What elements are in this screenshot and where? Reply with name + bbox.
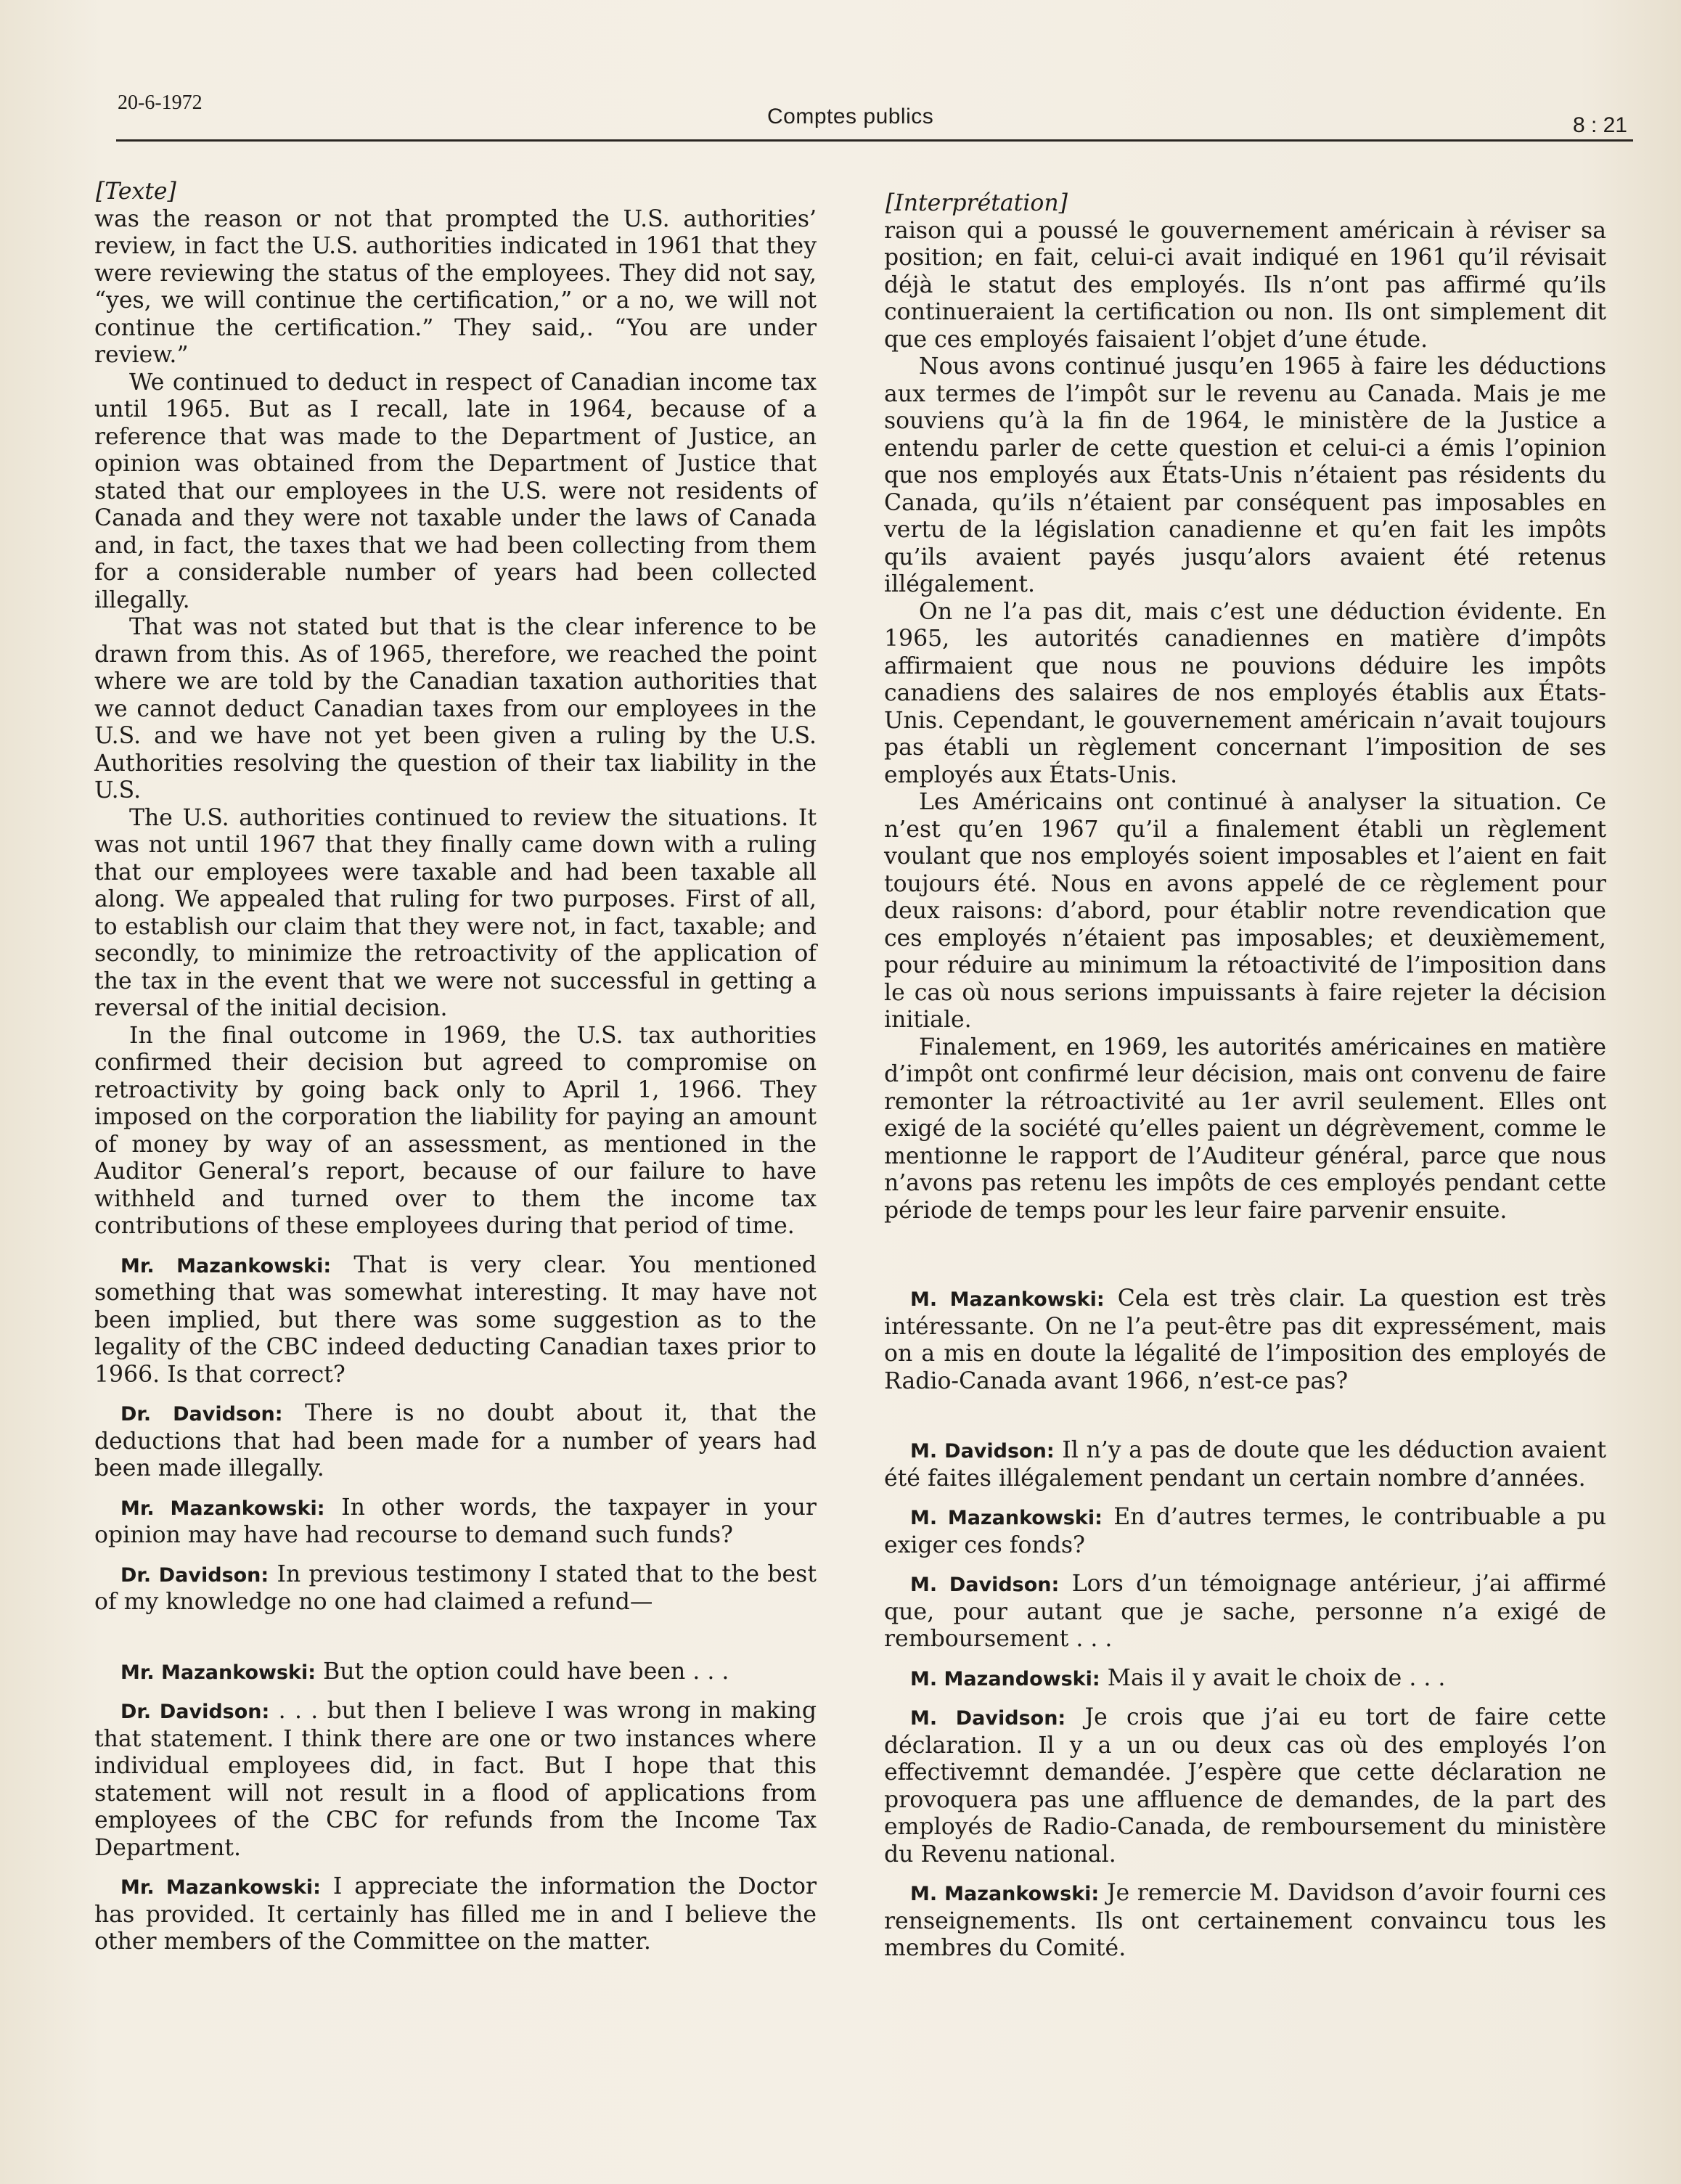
paragraph: In the final outcome in 1969, the U.S. tax authorities confirmed their decision but agreed to compromise on retroactivity by going back only to April 1, 1966. They imposed on the corporation the liability for paying an amount of money by way of an assessment, as mentioned in the Auditor General’s report, because of our failure to have withheld and turned over to them the income tax contributions of these employees during that period of time. [94,1022,817,1239]
exchange [94,1698,817,1862]
exchange [884,1285,1606,1395]
speaker-name: M. Mazankowski: [910,1883,1100,1905]
paragraph: Nous avons continué jusqu’en 1965 à faire les déductions aux termes de l’impôt sur le revenu au Canada. Mais je me souviens qu’à la fin de 1964, le ministère de la Justice a entendu parler de cette question et celui-ci a émis l’opinion que nos employés aux États-Unis n’étaient pas résidents du Canada, qu’ils n’étaient par conséquent pas imposables en vertu de la législation canadienne et qu’en fait les impôts qu’ils avaient payés jusqu’alors avaient été retenus illégalement. [884,353,1606,597]
speech-text: In previous testimony I stated that to the best of my knowledge no one had claimed a refund— [94,1561,817,1615]
exchange [884,1571,1606,1653]
paragraph: raison qui a poussé le gouvernement américain à réviser sa position; en fait, celui-ci avait indiqué en 1961 qu’il révisait déjà le statut des employés. Ils n’ont pas affirmé qu’ils continueraient la certification ou non. Ils ont simplement dit que ces employés faisaient l’objet d’une étude. [884,217,1606,353]
speaker-name: M. Davidson: [910,1707,1066,1730]
speaker-name: Mr. Mazankowski: [120,1254,332,1277]
header-rule [116,139,1633,142]
speech-text: En d’autres termes, le contribuable a pu exiger ces fonds? [884,1504,1607,1558]
exchange [884,1437,1606,1492]
column-tag-interpretation: [Interprétation] [886,190,1068,216]
speaker-name: Mr. Mazankowski: [120,1876,321,1899]
paragraph: That was not stated but that is the clear inference to be drawn from this. As of 1965, therefore, we reached the point where we are told by the Canadian taxation authorities that we cannot deduct Canadian taxes from our employees in the U.S. and we have not yet been given a ruling by the U.S. Authorities resolving the question of their tax liability in the U.S. [94,614,817,803]
paragraph: Finalement, en 1969, les autorités américaines en matière d’impôt ont confirmé leur décision, mais ont convenu de faire remonter la rétroactivité au 1er avril seulement. Elles ont exigé de la société qu’elles paient un dégrèvement, comme le mentionne le rapport de l’Auditeur général, parce que nous n’avons pas retenu les impôts de ces employés pendant cette période de temps pour les leur faire parvenir ensuite. [884,1034,1606,1224]
speaker-name: M. Davidson: [910,1574,1060,1596]
exchange [94,1400,817,1483]
speech-text: Je crois que j’ai eu tort de faire cette déclaration. Il y a un ou deux cas où des employés l’on effectivemnt demandée. J’espère que cette déclaration ne provoquera pas une affluence de demandes, de la part des employés de Radio-Canada, de remboursement du ministère du Revenu national. [884,1704,1606,1868]
column-tag-texte: [Texte] [96,179,176,205]
speech-text: Mais il y avait le choix de . . . [1107,1664,1446,1691]
speech-text: There is no doubt about it, that the deductions that had been made for a number of years had been made illegally. [94,1400,817,1481]
speaker-name: M. Davidson: [910,1440,1055,1463]
speaker-name: M. Mazankowski: [910,1507,1103,1529]
paragraph: The U.S. authorities continued to review the situations. It was not until 1967 that they finally came down with a ruling that our employees were taxable and had been taxable all along. We appealed that ruling for two purposes. First of all, to establish our claim that they were not, in fact, taxable; and secondly, to minimize the retroactivity of the application of the tax in the event that we were not successful in getting a reversal of the initial decision. [94,804,817,1021]
paragraph: Les Américains ont continué à analyser la situation. Ce n’est qu’en 1967 qu’il a finalement établi un règlement voulant que nos employés soient imposables et l’aient en fait toujours été. Nous en avons appelé de ce règlement pour deux raisons: d’abord, pour établir notre revendication que ces employés n’étaient pas imposables; et deuxièmement, pour réduire au minimum la rétoactivité de l’imposition dans le cas où nous serions impuissants à faire rejeter la décision initiale. [884,789,1606,1033]
exchange [884,1504,1606,1559]
header-title: Comptes publics [767,105,934,128]
header-date: 20-6-1972 [118,91,203,114]
speaker-name: Dr. Davidson: [120,1403,283,1426]
exchange [884,1704,1606,1868]
speech-text: But the option could have been . . . [323,1658,729,1685]
speech-text: In other words, the taxpayer in your opinion may have had recourse to demand such funds? [94,1494,817,1548]
speaker-name: Mr. Mazankowski: [120,1661,316,1684]
paragraph: We continued to deduct in respect of Canadian income tax until 1965. But as I recall, late in 1964, because of a reference that was made to the Department of Justice, an opinion was obtained from the Department of Justice that stated that our employees in the U.S. were not residents of Canada and they were not taxable under the laws of Canada and, in fact, the taxes that we had been collecting from them for a considerable number of years had been collected illegally. [94,369,817,613]
english-column [94,179,817,1956]
exchange [94,1561,817,1616]
exchange [94,1659,817,1687]
speaker-name: Mr. Mazankowski: [120,1497,325,1520]
speech-text: Il n’y a pas de doute que les déduction avaient été faites illégalement pendant un certain nombre d’années. [884,1437,1607,1492]
speaker-name: Dr. Davidson: [120,1701,270,1723]
exchange [94,1873,817,1956]
speech-text: Je remercie M. Davidson d’avoir fourni ces renseignements. Ils ont certainement convaincu tous les membres du Comité. [884,1880,1607,1961]
speaker-name: M. Mazankowski: [910,1288,1105,1311]
exchange [884,1665,1606,1693]
speaker-name: Dr. Davidson: [120,1563,269,1587]
running-header [118,87,1627,138]
french-column [884,190,1606,1963]
speech-text: I appreciate the information the Doctor has provided. It certainly has filled me in and I believe the other members of the Committee on the matter. [94,1873,817,1955]
speech-text: Lors d’un témoignage antérieur, j’ai affirmé que, pour autant que je sache, personne n’a exigé de remboursement . . . [884,1571,1607,1652]
speech-text: Cela est très clair. La question est très intéressante. On ne l’a peut-être pas dit expressément, mais on a mis en doute la légalité de l’imposition des employés de Radio-Canada avant 1966, n’est-ce pas? [884,1285,1606,1394]
speech-text: . . . but then I believe I was wrong in making that statement. I think there are one or two instances where individual employees did, in fact. But I hope that this statement will not result in a flood of applications from employees of the CBC for refunds from the Income Tax Department. [94,1698,817,1861]
paragraph: On ne l’a pas dit, mais c’est une déduction évidente. En 1965, les autorités canadiennes en matière d’impôts affirmaient que nous ne pouvions déduire les impôts canadiens des salaires de nos employés établis aux États-Unis. Cependant, le gouvernement américain n’avait toujours pas établi un règlement concernant l’imposition de ses employés aux États-Unis. [884,598,1606,788]
speech-text: That is very clear. You mentioned something that was somewhat interesting. It may have not been implied, but there was some suggestion as to the legality of the CBC indeed deducting Canadian taxes prior to 1966. Is that correct? [94,1251,817,1388]
paragraph: was the reason or not that prompted the U.S. authorities’ review, in fact the U.S. authorities indicated in 1961 that they were reviewing the status of the employees. They did not say, “yes, we will continue the certification,” or a no, we will not continue the certification.” They said,. “You are under review.” [94,205,817,368]
exchange [884,1880,1606,1963]
header-page-number: 8 : 21 [1572,113,1627,137]
speaker-name: M. Mazandowski: [910,1667,1100,1690]
exchange [94,1494,817,1550]
exchange [94,1252,817,1389]
